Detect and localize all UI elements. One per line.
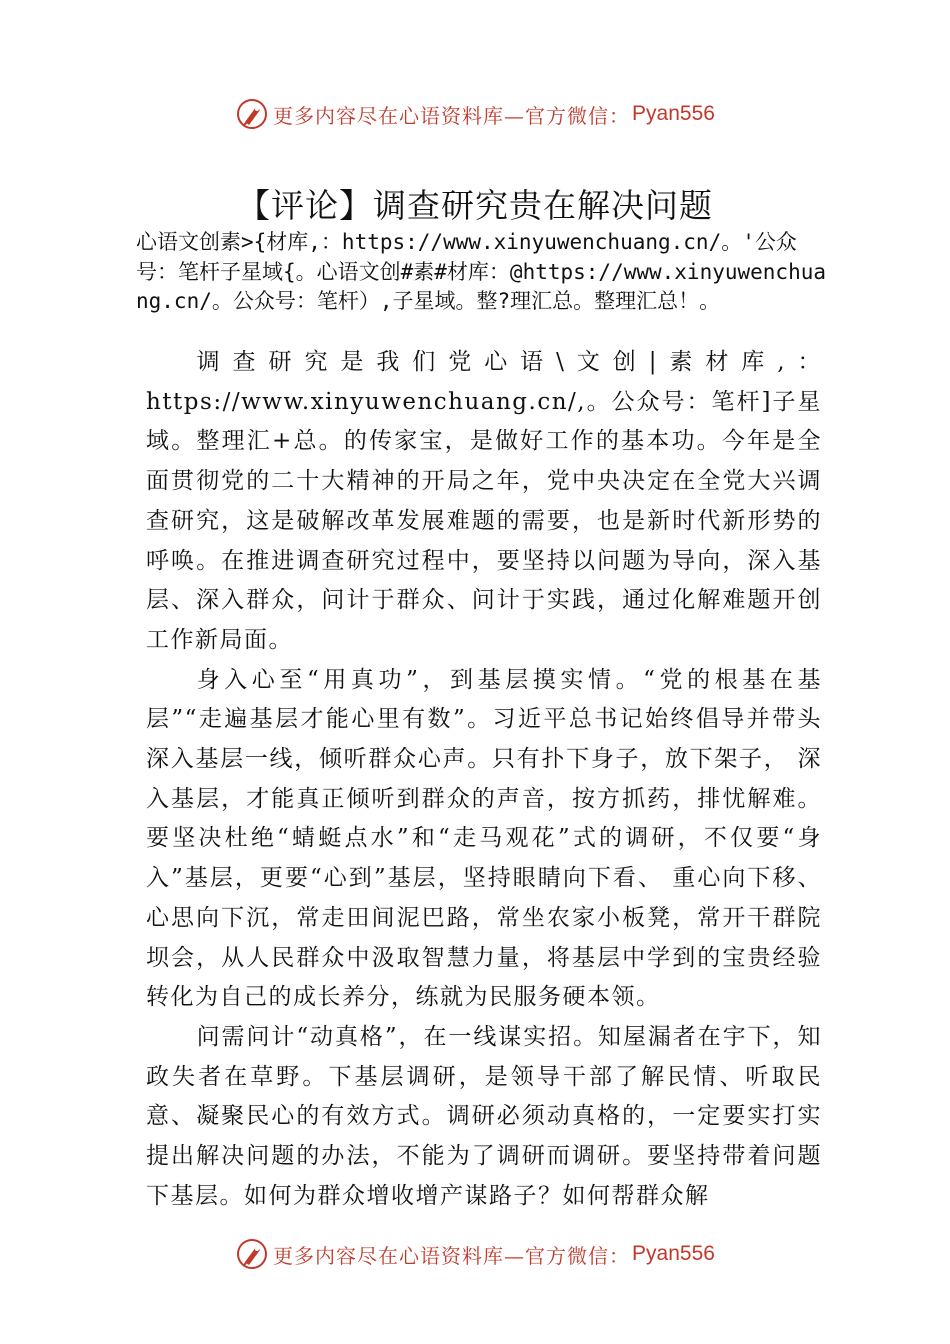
pen-nib-logo-icon bbox=[235, 1237, 269, 1271]
header-banner bbox=[0, 92, 950, 136]
document-intro: 心语文创素>{材库,：https://www.xinyuwenchuang.cn/。'公众号：笔杆子星域{。心语文创#素#材库：@https://www.xinyuwenchuang.cn/。公众号：笔杆）,子星域。整?理汇总。整理汇总！。 bbox=[136, 230, 827, 313]
document-title: 【评论】调查研究贵在解决问题 bbox=[237, 186, 713, 225]
banner-text: 更多内容尽在心语资料库—官方微信： bbox=[273, 1243, 631, 1268]
pen-nib-logo-icon bbox=[235, 97, 269, 131]
banner-text: 更多内容尽在心语资料库—官方微信： bbox=[273, 103, 631, 128]
paragraph: 身入心至“用真功”，到基层摸实情。“党的根基在基层”“走遍基层才能心里有数”。习近平总书记始终倡导并带头深入基层一线，倾听群众心声。只有扑下身子，放下架子， 深入基层，才能真正倾听到群众的声音，按方抓药，排忧解难。要坚决杜绝“蜻蜓点水”和“走马观花”式的调研，不仅要“身入”基层，更要“心到”基层，坚持眼睛向下看、 重心向下移、心思向下沉，常走田间泥巴路，常坐农家小板凳，常开干群院坝会，从人民群众中汲取智慧力量，将基层中学到的宝贵经验转化为自己的成长养分，练就为民服务硬本领。 bbox=[146, 666, 822, 1011]
document-body bbox=[146, 343, 822, 1216]
paragraph: 问需问计“动真格”，在一线谋实招。知屋漏者在宇下，知政失者在草野。下基层调研，是领导干部了解民情、听取民意、凝聚民心的有效方式。调研必须动真格的，一定要实打实提出解决问题的办法，不能为了调研而调研。要坚持带着问题下基层。如何为群众增收增产谋路子？如何帮群众解 bbox=[146, 1023, 822, 1209]
footer-banner bbox=[0, 1232, 950, 1276]
paragraph: 调查研究是我们党心语\文创|素材库,：https://www.xinyuwenchuang.cn/,。公众号：笔杆]子星域。整理汇+总。的传家宝，是做好工作的基本功。今年是全面贯彻党的二十大精神的开局之年，党中央决定在全党大兴调查研究，这是破解改革发展难题的需要，也是新时代新形势的呼唤。在推进调查研究过程中，要坚持以问题为导向，深入基层、深入群众，问计于群众、问计于实践，通过化解难题开创工作新局面。 bbox=[146, 349, 822, 653]
banner-wechat-handle: Pyan556 bbox=[632, 102, 715, 125]
banner-wechat-handle: Pyan556 bbox=[632, 1242, 715, 1265]
